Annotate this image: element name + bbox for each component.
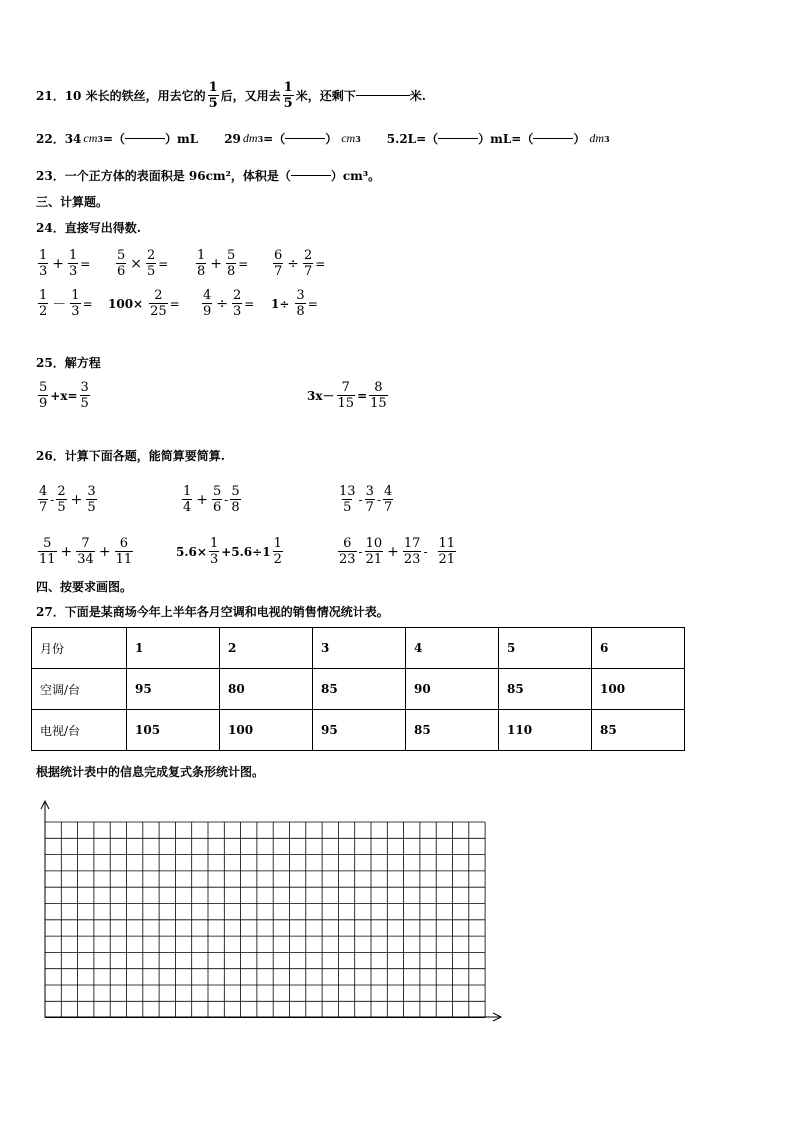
exponent: 3 <box>257 133 264 144</box>
table-row <box>32 669 685 710</box>
fraction: $\frac{5}{9}$ <box>39 380 48 411</box>
unit-cm: cm <box>341 131 356 145</box>
fraction: $\frac{6}{23}$ <box>339 536 356 567</box>
calc-item <box>336 536 458 567</box>
unit-dm: dm <box>589 131 605 145</box>
fraction: $\frac{7}{15}$ <box>337 380 355 411</box>
equation-2 <box>307 380 390 411</box>
fraction: $\frac{4}{9}$ <box>203 288 212 319</box>
fraction: $\frac{1}{8}$ <box>197 248 206 279</box>
fraction: $\frac{3}{7}$ <box>365 484 374 515</box>
fraction: $\frac{6}{11}$ <box>115 536 133 567</box>
table-cell: 85 <box>592 710 685 751</box>
section-title-3: 三、计算题。 <box>36 195 109 209</box>
equation-prefix: 3x－ <box>307 389 335 403</box>
equals-sign: = <box>158 256 169 271</box>
fraction: $\frac{2}{5}$ <box>147 248 156 279</box>
plus-sign: + <box>60 543 73 560</box>
plus-sign: + <box>98 543 111 560</box>
times-sign: × <box>130 255 143 272</box>
calc-item <box>200 288 254 319</box>
equals-sign: = <box>238 256 249 271</box>
fraction: $\frac{8}{15}$ <box>370 380 387 411</box>
q22-eq: =（ <box>263 132 286 146</box>
answer-blank[interactable] <box>291 175 331 176</box>
fraction: $\frac{1}{3}$ <box>39 248 48 279</box>
table-cell: 85 <box>406 710 499 751</box>
plus-sign: + <box>196 491 209 508</box>
q21-text-b: 后，又用去 <box>220 89 281 103</box>
table-cell: 100 <box>592 669 685 710</box>
q24-number: 24． <box>36 221 65 235</box>
table-cell: 110 <box>499 710 592 751</box>
table-cell: 80 <box>220 669 313 710</box>
calc-item <box>36 288 93 319</box>
answer-blank[interactable] <box>438 138 478 139</box>
minus-sign: － <box>52 296 67 313</box>
question-23 <box>36 167 380 184</box>
fraction: $\frac{1}{3}$ <box>69 248 78 279</box>
fraction: $\frac{6}{7}$ <box>274 248 283 279</box>
unit-cm: cm <box>83 131 98 145</box>
fraction: $\frac{11}{21}$ <box>438 536 456 567</box>
table-header-row <box>32 628 685 669</box>
question-21 <box>36 80 426 111</box>
calc-text: +5.6÷1 <box>221 544 271 559</box>
table-cell: 空调/台 <box>32 669 127 710</box>
table-cell: 105 <box>127 710 220 751</box>
table-cell: 2 <box>220 628 313 669</box>
q22-ml: ）mL=（ <box>478 132 534 146</box>
fraction: $\frac{5}{11}$ <box>39 536 56 567</box>
plus-sign: + <box>387 543 399 560</box>
equals-sign: = <box>307 296 318 311</box>
divide-sign: ÷ <box>287 255 300 272</box>
table-cell: 3 <box>313 628 406 669</box>
one-divide-text: 1÷ <box>271 296 290 311</box>
calc-item <box>114 248 168 279</box>
answer-blank[interactable] <box>285 138 325 139</box>
plus-sign: + <box>210 255 223 272</box>
equals-sign: = <box>82 296 93 311</box>
calc-item <box>271 248 325 279</box>
fraction: $\frac{3}{8}$ <box>296 288 305 319</box>
table-row <box>32 710 685 751</box>
q25-number: 25． <box>36 356 65 370</box>
question-26 <box>36 447 225 464</box>
fraction: $\frac{4}{7}$ <box>383 484 393 515</box>
answer-blank[interactable] <box>533 138 573 139</box>
fraction: $\frac{4}{7}$ <box>39 484 48 515</box>
q21-number: 21． <box>36 89 65 103</box>
q21-text-a: 10 米长的铁丝，用去它的 <box>64 89 206 103</box>
fraction: $\frac{2}{5}$ <box>57 484 66 515</box>
question-27 <box>36 603 389 620</box>
fraction: $\frac{5}{6}$ <box>213 484 222 515</box>
sales-table <box>31 627 685 751</box>
divide-sign: ÷ <box>216 295 229 312</box>
table-cell: 月份 <box>32 628 127 669</box>
fraction: $\frac{1}{4}$ <box>183 484 192 515</box>
fraction: $\frac{1}{5}$ <box>208 80 218 111</box>
fraction: $\frac{5}{6}$ <box>117 248 126 279</box>
equals-sign: = <box>244 296 255 311</box>
q25-text: 解方程 <box>64 356 101 370</box>
q22-number: 22． <box>36 132 65 146</box>
exponent: 3 <box>97 133 103 144</box>
fraction: $\frac{10}{21}$ <box>365 536 383 567</box>
table-cell: 95 <box>127 669 220 710</box>
calc-item <box>180 484 243 515</box>
equals-sign: = <box>315 256 326 271</box>
equation-1 <box>36 380 92 411</box>
section-title-4: 四、按要求画图。 <box>36 580 133 594</box>
fraction: $\frac{1}{2}$ <box>273 536 282 567</box>
q27-text: 下面是某商场今年上半年各月空调和电视的销售情况统计表。 <box>64 605 389 619</box>
answer-blank[interactable] <box>356 95 410 96</box>
fraction: $\frac{5}{8}$ <box>231 484 240 515</box>
q26-text: 计算下面各题，能简算要简算. <box>64 449 225 463</box>
q23-end: ）cm³。 <box>330 169 381 183</box>
calc-item <box>36 484 99 515</box>
fraction: $\frac{17}{23}$ <box>403 536 421 567</box>
calc-item <box>36 248 90 279</box>
fraction: $\frac{3}{5}$ <box>87 484 96 515</box>
table-cell: 1 <box>127 628 220 669</box>
answer-blank[interactable] <box>125 138 165 139</box>
fraction: $\frac{2}{3}$ <box>233 288 242 319</box>
minus-sign: - <box>358 492 363 507</box>
q21-text-d: 米. <box>409 89 426 103</box>
minus-sign: - <box>376 492 381 507</box>
question-25 <box>36 354 101 371</box>
table-cell: 5 <box>499 628 592 669</box>
equals-sign: = <box>169 296 180 311</box>
fraction: $\frac{2}{7}$ <box>304 248 313 279</box>
plus-sign: + <box>70 491 83 508</box>
plus-sign: + <box>52 255 65 272</box>
minus-sign: - <box>423 544 428 559</box>
calc-item <box>108 288 180 319</box>
minus-sign: - <box>50 492 55 507</box>
q22-close: ） <box>573 132 586 146</box>
minus-sign: - <box>224 492 229 507</box>
table-cell: 电视/台 <box>32 710 127 751</box>
exponent: 3 <box>355 133 361 144</box>
q22-close: ） <box>325 132 338 146</box>
fraction: $\frac{5}{8}$ <box>227 248 236 279</box>
multiplier-text: 100× <box>108 296 144 311</box>
fraction: $\frac{1}{3}$ <box>71 288 80 319</box>
table-cell: 90 <box>406 669 499 710</box>
calc-item <box>36 536 135 567</box>
q22-eq: =（ <box>102 132 126 146</box>
q22-value-1: 34 <box>64 131 82 146</box>
minus-sign: - <box>358 544 363 559</box>
fraction: $\frac{1}{3}$ <box>209 536 219 567</box>
table-cell: 6 <box>592 628 685 669</box>
fraction: $\frac{3}{5}$ <box>80 380 89 411</box>
question-24 <box>36 219 141 236</box>
q26-number: 26． <box>36 449 65 463</box>
equals-sign: = <box>80 256 91 271</box>
chart-instruction: 根据统计表中的信息完成复式条形统计图。 <box>36 765 265 779</box>
q22-value-3: 5.2L=（ <box>386 132 439 146</box>
q22-value-2: 29 <box>224 131 241 146</box>
question-22 <box>36 130 610 147</box>
q21-text-c: 米，还剩下 <box>295 89 356 103</box>
table-cell: 100 <box>220 710 313 751</box>
q23-number: 23． <box>36 169 65 183</box>
unit-dm: dm <box>242 131 258 145</box>
q23-text: 一个正方体的表面积是 96cm²，体积是（ <box>64 169 291 183</box>
fraction: $\frac{13}{5}$ <box>339 484 356 515</box>
fraction: $\frac{1}{5}$ <box>283 80 293 111</box>
table-cell: 95 <box>313 710 406 751</box>
fraction: $\frac{7}{34}$ <box>77 536 94 567</box>
table-cell: 85 <box>499 669 592 710</box>
equation-operator: +x= <box>50 388 78 403</box>
table-cell: 85 <box>313 669 406 710</box>
blank-grid-chart[interactable] <box>36 795 506 1025</box>
fraction: $\frac{1}{2}$ <box>39 288 48 319</box>
table-cell: 4 <box>406 628 499 669</box>
equals-sign: = <box>357 388 368 403</box>
calc-item <box>336 484 395 515</box>
calc-item <box>194 248 248 279</box>
calc-item <box>176 536 285 567</box>
exponent: 3 <box>604 133 610 144</box>
q24-text: 直接写出得数. <box>64 221 141 235</box>
calc-text: 5.6× <box>176 544 207 559</box>
fraction: $\frac{2}{25}$ <box>150 288 167 319</box>
calc-item <box>271 288 318 319</box>
q22-close-ml: ）mL <box>165 132 199 146</box>
q27-number: 27． <box>36 605 65 619</box>
